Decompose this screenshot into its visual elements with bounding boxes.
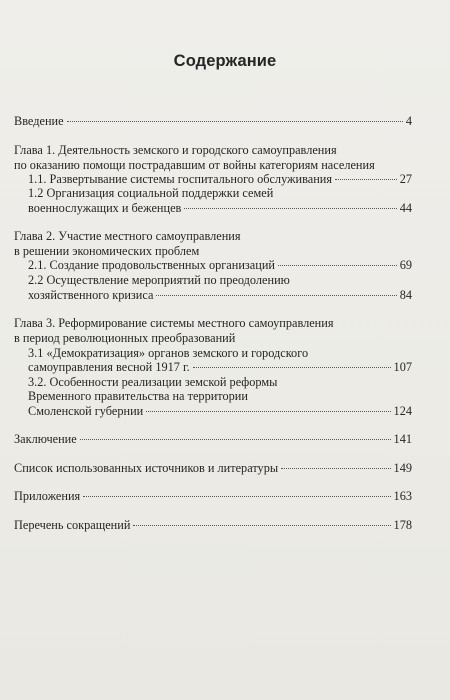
toc-entry-label: Введение	[14, 114, 64, 128]
toc-entry-sources[interactable]	[14, 461, 412, 476]
toc-entry-label: Смоленской губернии	[28, 404, 144, 418]
dot-leader	[156, 295, 396, 296]
toc-entry-label: хозяйственного кризиса	[28, 288, 154, 302]
toc-entry-page: 4	[405, 114, 412, 128]
toc-entry-3-2-cont-2[interactable]	[28, 404, 412, 419]
toc-entry-label: самоуправления весной 1917 г.	[28, 360, 190, 374]
toc-entry-1-1[interactable]	[28, 172, 412, 187]
dot-leader	[278, 265, 397, 266]
dot-leader	[80, 439, 391, 440]
toc-entry-page: 124	[393, 404, 412, 418]
toc-entry-label: 1.1. Развертывание системы госпитального обслуживания	[28, 172, 333, 186]
toc-entry-page: 178	[393, 518, 412, 532]
toc-entry-3-2-cont[interactable]: Временного правительства на территории	[28, 389, 248, 403]
toc-chapter-3-heading-cont[interactable]: в период революционных преобразований	[14, 331, 236, 345]
toc-chapter-2-heading-cont[interactable]: в решении экономических проблем	[14, 244, 200, 258]
dot-leader	[146, 411, 390, 412]
toc-entry-conclusion[interactable]	[14, 432, 412, 447]
toc-entry-label: Заключение	[14, 432, 77, 446]
toc-entry-page: 163	[393, 489, 412, 503]
dot-leader	[83, 496, 390, 497]
toc-entry-page: 149	[393, 461, 412, 475]
dot-leader	[335, 179, 397, 180]
toc-entry-3-1[interactable]: 3.1 «Демократизация» органов земского и городского	[28, 346, 309, 360]
toc-chapter-2-heading[interactable]: Глава 2. Участие местного самоуправления	[14, 229, 241, 243]
toc-entry-1-2-cont[interactable]	[28, 201, 412, 216]
toc-entry-intro[interactable]	[14, 114, 412, 129]
dot-leader	[133, 525, 390, 526]
toc-chapter-1-heading[interactable]: Глава 1. Деятельность земского и городского самоуправления	[14, 143, 337, 157]
toc-entry-label: Приложения	[14, 489, 81, 503]
toc-entry-label: Перечень сокращений	[14, 518, 131, 532]
toc-entry-label: военнослужащих и беженцев	[28, 201, 182, 215]
toc-chapter-3-heading[interactable]: Глава 3. Реформирование системы местного самоуправления	[14, 316, 334, 330]
toc-entry-page: 27	[399, 172, 412, 186]
toc-entry-abbreviations[interactable]	[14, 518, 412, 533]
toc-entry-label: 2.1. Создание продовольственных организаций	[28, 258, 275, 272]
dot-leader	[193, 367, 391, 368]
toc-entry-page: 107	[393, 360, 412, 374]
dot-leader	[281, 468, 390, 469]
dot-leader	[184, 208, 396, 209]
toc-entry-3-1-cont[interactable]	[28, 360, 412, 375]
toc-entry-page: 44	[399, 201, 412, 215]
toc-entry-2-2-cont[interactable]	[28, 288, 412, 303]
toc-entry-appendix[interactable]	[14, 489, 412, 504]
toc-entry-2-1[interactable]	[28, 258, 412, 273]
toc-chapter-1-heading-cont[interactable]: по оказанию помощи пострадавшим от войны категориям населения	[14, 158, 375, 172]
toc-entry-page: 84	[399, 288, 412, 302]
page-title: Содержание	[173, 52, 277, 70]
toc-entry-page: 141	[393, 432, 412, 446]
toc-entry-page: 69	[399, 258, 412, 272]
dot-leader	[67, 121, 403, 122]
toc-entry-3-2[interactable]: 3.2. Особенности реализации земской реформы	[28, 375, 278, 389]
toc-entry-1-2[interactable]: 1.2 Организация социальной поддержки семей	[28, 186, 274, 200]
toc-entry-2-2[interactable]: 2.2 Осуществление мероприятий по преодолению	[28, 273, 290, 287]
toc-entry-label: Список использованных источников и литературы	[14, 461, 279, 475]
